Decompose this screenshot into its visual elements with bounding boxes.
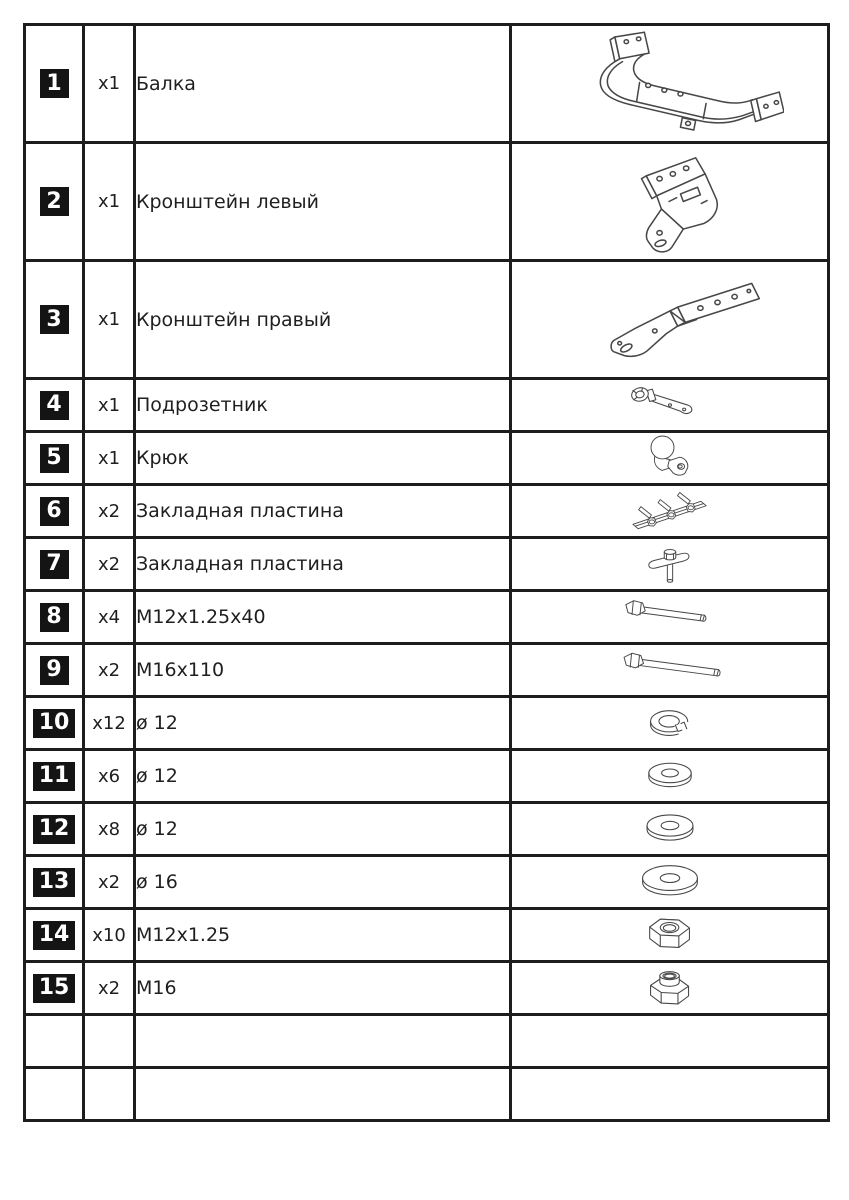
table-row (25, 856, 829, 909)
part-number-badge: 15 (33, 974, 76, 1003)
part-number-badge: 14 (33, 921, 76, 950)
table-row (25, 25, 829, 143)
part-number-badge: 8 (40, 603, 69, 632)
parts-table (23, 23, 830, 1122)
part-number-badge: 3 (40, 305, 69, 334)
socket-plate-illustration (617, 381, 723, 430)
part-quantity-cell: x1 (84, 25, 135, 143)
part-name-cell: Кронштейн правый (135, 261, 511, 379)
part-illustration-cell (511, 432, 829, 485)
part-name-cell: Закладная пластина (135, 485, 511, 538)
part-number-cell (25, 1068, 84, 1121)
part-illustration-cell (511, 143, 829, 261)
part-quantity-cell (84, 1068, 135, 1121)
part-number-cell (25, 538, 84, 591)
part-quantity-cell: x1 (84, 261, 135, 379)
part-illustration-cell (511, 379, 829, 432)
table-row (25, 803, 829, 856)
towball-illustration (617, 434, 723, 483)
part-number-cell (25, 379, 84, 432)
part-quantity-cell (84, 1015, 135, 1068)
part-illustration-cell (511, 25, 829, 143)
bolt-m16x110-illustration (617, 646, 723, 695)
part-number-cell (25, 25, 84, 143)
part-name-cell (135, 1068, 511, 1121)
part-illustration-cell (511, 750, 829, 803)
part-number-cell (25, 261, 84, 379)
part-number-badge: 7 (40, 550, 69, 579)
table-row (25, 143, 829, 261)
part-number-badge: 10 (33, 709, 76, 738)
part-quantity-cell: x2 (84, 856, 135, 909)
part-number-cell (25, 644, 84, 697)
table-row (25, 644, 829, 697)
part-number-cell (25, 591, 84, 644)
table-row (25, 909, 829, 962)
table-row (25, 379, 829, 432)
part-name-cell: Кронштейн левый (135, 143, 511, 261)
part-number-badge: 12 (33, 815, 76, 844)
part-quantity-cell: x6 (84, 750, 135, 803)
part-number-badge: 5 (40, 444, 69, 473)
part-name-cell: М16х110 (135, 644, 511, 697)
table-row (25, 432, 829, 485)
lock-nut-illustration (617, 964, 723, 1013)
part-number-cell (25, 485, 84, 538)
part-name-cell: Балка (135, 25, 511, 143)
part-name-cell: Закладная пластина (135, 538, 511, 591)
part-quantity-cell: x8 (84, 803, 135, 856)
left-bracket-illustration (556, 149, 784, 254)
part-illustration-cell (511, 261, 829, 379)
part-number-badge: 6 (40, 497, 69, 526)
table-row (25, 962, 829, 1015)
part-quantity-cell: x4 (84, 591, 135, 644)
part-name-cell: ø 12 (135, 697, 511, 750)
part-number-cell (25, 750, 84, 803)
part-quantity-cell: x2 (84, 485, 135, 538)
embedded-plate-3-studs-illustration (617, 487, 723, 536)
table-row (25, 261, 829, 379)
part-illustration-cell (511, 697, 829, 750)
part-number-cell (25, 909, 84, 962)
part-quantity-cell: x10 (84, 909, 135, 962)
part-quantity-cell: x2 (84, 538, 135, 591)
part-number-badge: 9 (40, 656, 69, 685)
part-name-cell: М16 (135, 962, 511, 1015)
part-name-cell (135, 1015, 511, 1068)
embedded-plate-1-stud-illustration (617, 540, 723, 589)
part-illustration-cell (511, 1068, 829, 1121)
part-illustration-cell (511, 1015, 829, 1068)
part-number-cell (25, 856, 84, 909)
part-number-cell (25, 803, 84, 856)
part-quantity-cell: x2 (84, 644, 135, 697)
part-name-cell: М12х1.25х40 (135, 591, 511, 644)
flat-washer-small-illustration (617, 752, 723, 801)
part-number-cell (25, 962, 84, 1015)
table-row (25, 750, 829, 803)
table-row (25, 485, 829, 538)
right-bracket-illustration (556, 267, 784, 372)
table-row (25, 1068, 829, 1121)
flat-washer-medium-illustration (617, 805, 723, 854)
part-number-badge: 1 (40, 69, 69, 98)
flat-washer-large-illustration (617, 858, 723, 907)
table-row (25, 697, 829, 750)
part-illustration-cell (511, 538, 829, 591)
table-row (25, 1015, 829, 1068)
part-illustration-cell (511, 856, 829, 909)
part-number-badge: 13 (33, 868, 76, 897)
part-name-cell: ø 16 (135, 856, 511, 909)
part-illustration-cell (511, 591, 829, 644)
part-quantity-cell: x12 (84, 697, 135, 750)
bolt-m12x40-illustration (617, 593, 723, 642)
part-name-cell: Крюк (135, 432, 511, 485)
part-illustration-cell (511, 485, 829, 538)
table-row (25, 591, 829, 644)
part-quantity-cell: x1 (84, 143, 135, 261)
part-number-badge: 4 (40, 391, 69, 420)
part-number-cell (25, 143, 84, 261)
hex-nut-illustration (617, 911, 723, 960)
part-number-badge: 2 (40, 187, 69, 216)
part-illustration-cell (511, 644, 829, 697)
part-name-cell: ø 12 (135, 750, 511, 803)
spring-washer-illustration (617, 699, 723, 748)
beam-illustration (556, 31, 784, 136)
part-quantity-cell: x2 (84, 962, 135, 1015)
part-number-cell (25, 697, 84, 750)
part-illustration-cell (511, 803, 829, 856)
part-number-badge: 11 (33, 762, 76, 791)
part-number-cell (25, 1015, 84, 1068)
table-row (25, 538, 829, 591)
part-name-cell: ø 12 (135, 803, 511, 856)
part-name-cell: Подрозетник (135, 379, 511, 432)
part-illustration-cell (511, 909, 829, 962)
part-number-cell (25, 432, 84, 485)
part-quantity-cell: x1 (84, 379, 135, 432)
parts-table-body (25, 25, 829, 1121)
part-name-cell: М12х1.25 (135, 909, 511, 962)
part-quantity-cell: x1 (84, 432, 135, 485)
part-illustration-cell (511, 962, 829, 1015)
